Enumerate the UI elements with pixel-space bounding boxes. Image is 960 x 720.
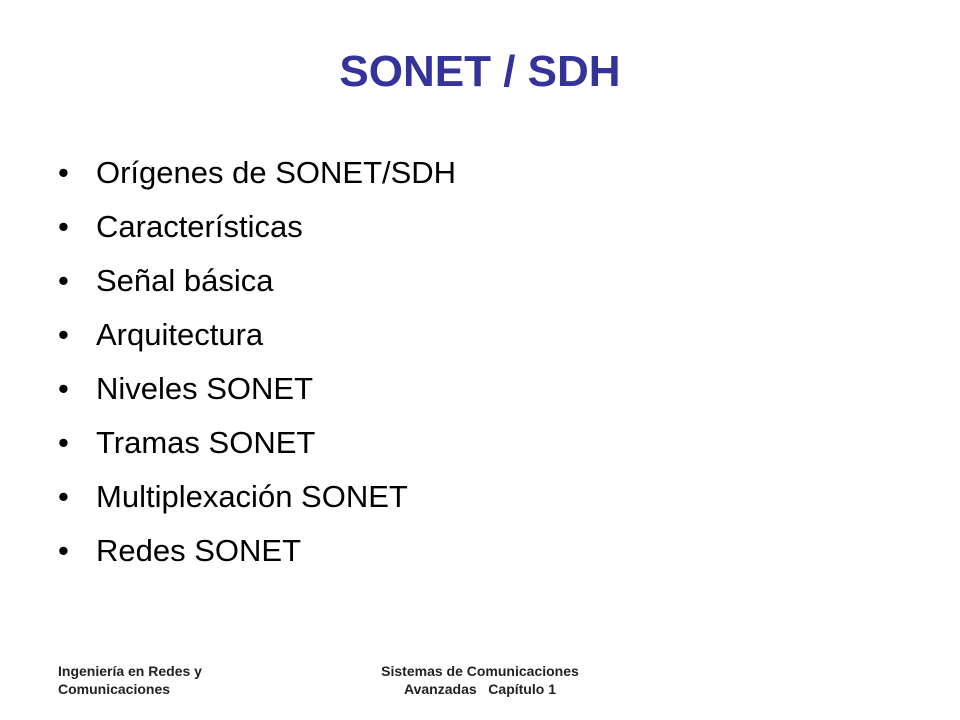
bullet-dot-icon: • xyxy=(58,263,69,298)
footer-left-line-2: Comunicaciones xyxy=(58,681,171,697)
bullet-text: Multiplexación SONET xyxy=(96,479,408,514)
slide-title: SONET / SDH xyxy=(339,47,621,96)
bullet-dot-icon: • xyxy=(58,209,69,244)
bullet-text: Redes SONET xyxy=(96,533,302,568)
footer-program-name xyxy=(58,662,318,698)
bullet-text: Señal básica xyxy=(96,263,274,298)
footer-center-line-1: Sistemas de Comunicaciones xyxy=(381,663,579,679)
bullet-text: Orígenes de SONET/SDH xyxy=(96,155,457,190)
footer-center-line-2: Avanzadas Capítulo 1 xyxy=(404,681,556,697)
footer-left-line-1: Ingeniería en Redes y xyxy=(58,663,202,679)
bullet-text: Arquitectura xyxy=(96,317,264,352)
bullet-item-redes-sonet xyxy=(58,524,898,578)
bullet-item-arquitectura xyxy=(58,308,898,362)
bullet-text: Niveles SONET xyxy=(96,371,314,406)
bullet-item-senal-basica xyxy=(58,254,898,308)
bullet-dot-icon: • xyxy=(58,533,69,568)
bullet-text: Tramas SONET xyxy=(96,425,316,460)
bullet-dot-icon: • xyxy=(58,155,69,190)
bullet-item-niveles-sonet xyxy=(58,362,898,416)
bullet-list xyxy=(58,146,898,578)
bullet-item-caracteristicas xyxy=(58,200,898,254)
bullet-dot-icon: • xyxy=(58,371,69,406)
footer-course-name xyxy=(330,662,630,698)
bullet-dot-icon: • xyxy=(58,479,69,514)
bullet-text: Características xyxy=(96,209,303,244)
bullet-item-origenes xyxy=(58,146,898,200)
bullet-item-multiplexacion-sonet xyxy=(58,470,898,524)
bullet-item-tramas-sonet xyxy=(58,416,898,470)
bullet-dot-icon: • xyxy=(58,317,69,352)
bullet-dot-icon: • xyxy=(58,425,69,460)
